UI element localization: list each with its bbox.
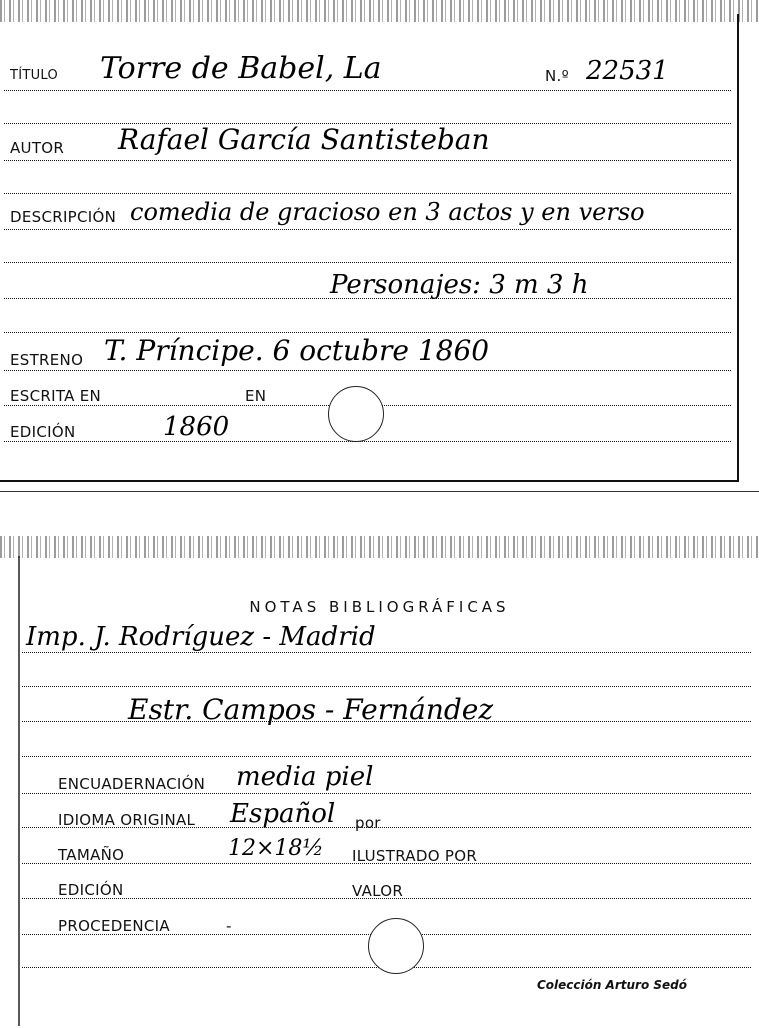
rule-line: [4, 332, 731, 333]
rule-line: [4, 160, 731, 161]
by-label: por: [355, 814, 381, 832]
number-value: 22531: [586, 56, 669, 86]
edition-label: EDICIÓN: [58, 881, 124, 899]
original-language-value: Español: [230, 799, 336, 829]
notes-heading: NOTAS BIBLIOGRÁFICAS: [249, 598, 510, 616]
binding-value: media piel: [236, 762, 374, 792]
edition-label: EDICIÓN: [10, 423, 76, 441]
characters-value: Personajes: 3 m 3 h: [330, 270, 589, 300]
rule-line: [22, 793, 751, 794]
value-label: VALOR: [352, 882, 404, 900]
rule-line: [4, 370, 731, 371]
card-left-border: [18, 556, 20, 1026]
rule-line: [4, 193, 731, 194]
rule-line: [4, 441, 731, 442]
number-label: N.º: [545, 67, 569, 85]
size-value: 12×18½: [228, 836, 324, 861]
provenance-value: -: [226, 917, 232, 935]
rule-line: [22, 652, 751, 653]
card-bottom-border: [0, 480, 739, 482]
cards-divider: [0, 491, 759, 492]
edition-value: 1860: [163, 412, 230, 442]
card-top-edge: [0, 536, 759, 558]
title-label: TÍTULO: [10, 68, 59, 83]
premiere-value: T. Príncipe. 6 octubre 1860: [104, 334, 490, 367]
punch-hole: [328, 386, 384, 442]
punch-hole: [368, 918, 424, 974]
card-top-edge: [0, 0, 759, 22]
card-right-border: [737, 14, 739, 480]
description-label: DESCRIPCIÓN: [10, 208, 117, 226]
rule-line: [4, 90, 731, 91]
catalog-card-back: [0, 536, 759, 1028]
provenance-label: PROCEDENCIA: [58, 917, 170, 935]
author-label: AUTOR: [10, 139, 65, 157]
title-value: Torre de Babel, La: [100, 51, 382, 86]
rule-line: [4, 229, 731, 230]
premiere-label: ESTRENO: [10, 351, 84, 369]
rule-line: [22, 756, 751, 757]
collection-credit: Colección Arturo Sedó: [536, 978, 687, 992]
note-line-1: Imp. J. Rodríguez - Madrid: [26, 622, 376, 652]
en-label: EN: [245, 387, 267, 405]
illustrated-by-label: ILUSTRADO POR: [352, 847, 478, 865]
rule-line: [4, 262, 731, 263]
catalog-card-front: [0, 0, 759, 492]
author-value: Rafael García Santisteban: [118, 123, 490, 156]
original-language-label: IDIOMA ORIGINAL: [58, 811, 196, 829]
binding-label: ENCUADERNACIÓN: [58, 775, 206, 793]
size-label: TAMAÑO: [58, 846, 125, 864]
written-in-label: ESCRITA EN: [10, 387, 102, 405]
description-value: comedia de gracioso en 3 actos y en verso: [130, 198, 645, 226]
rule-line: [22, 686, 751, 687]
note-line-2: Estr. Campos - Fernández: [128, 693, 494, 726]
